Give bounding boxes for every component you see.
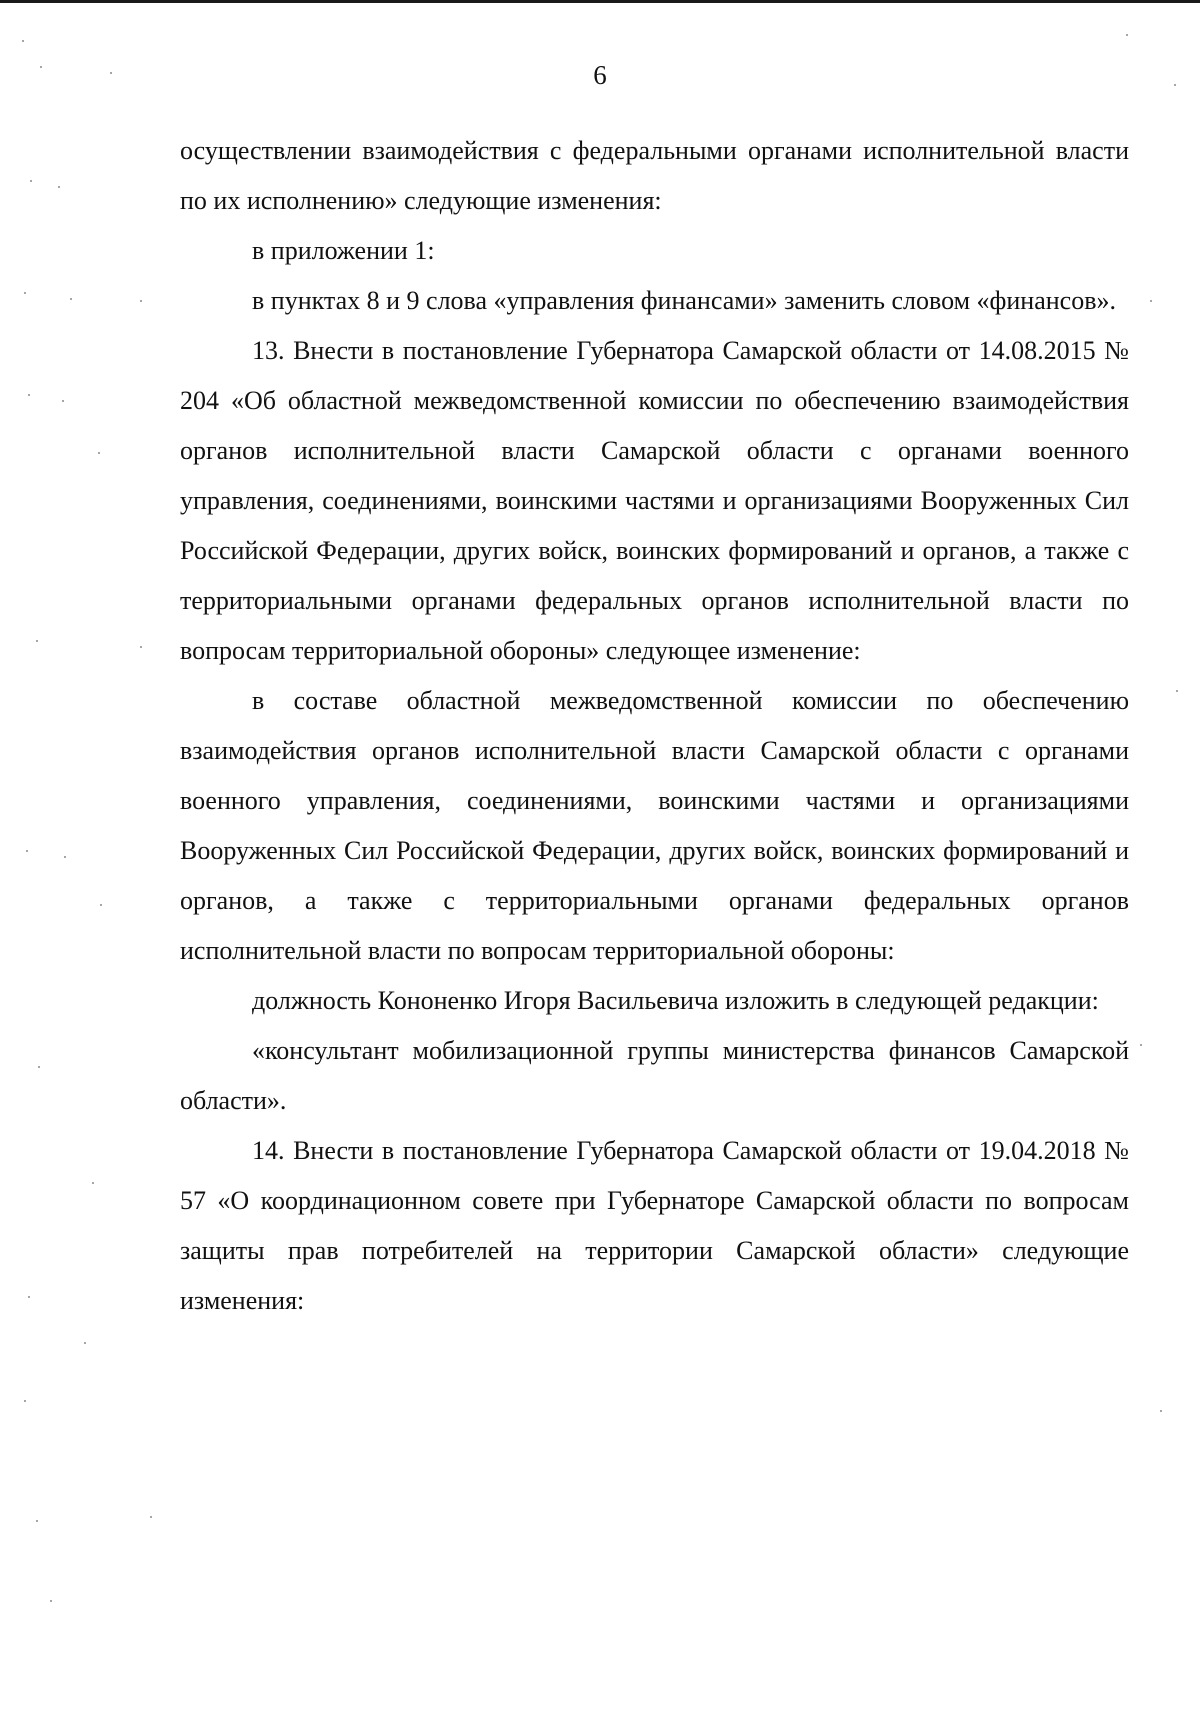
paragraph-item-13: 13. Внести в постановление Губернатора Самарской области от 14.08.2015 № 204 «Об областной межведомственной комиссии по обеспечению взаимодействия органов исполнительной власти Самарской области с органами военного управления, соединениями, воинскими частями и организациями Вооруженных Сил Российской Федерации, других войск, воинских формирований и органов, а также с территориальными органами федеральных органов исполнительной власти по вопросам территориальной обороны» следующее изменение:	[180, 336, 1129, 665]
page-number: 6	[593, 60, 607, 90]
top-edge-rule	[0, 0, 1200, 3]
paragraph-items-8-9: в пунктах 8 и 9 слова «управления финансами» заменить словом «финансов».	[252, 286, 1116, 315]
paragraph-commission-composition: в составе областной межведомственной комиссии по обеспечению взаимодействия органов исполнительной власти Самарской области с органами военного управления, соединениями, воинскими частями и организациями Вооруженных Сил Российской Федерации, других войск, воинских формирований и органов, а также с территориальными органами федеральных органов исполнительной власти по вопросам территориальной обороны:	[180, 686, 1129, 965]
paragraph-appendix-1: в приложении 1:	[252, 236, 435, 265]
paragraph-consultant-title: «консультант мобилизационной группы министерства финансов Самарской области».	[180, 1036, 1129, 1115]
paragraph-continuation: осуществлении взаимодействия с федеральными органами исполнительной власти по их исполнению» следующие изменения:	[180, 136, 1129, 215]
paragraph-position-change: должность Кононенко Игоря Васильевича изложить в следующей редакции:	[252, 986, 1099, 1015]
document-body	[180, 126, 1129, 1326]
paragraph-item-14: 14. Внести в постановление Губернатора Самарской области от 19.04.2018 № 57 «О координационном совете при Губернаторе Самарской области по вопросам защиты прав потребителей на территории Самарской области» следующие изменения:	[180, 1136, 1129, 1315]
